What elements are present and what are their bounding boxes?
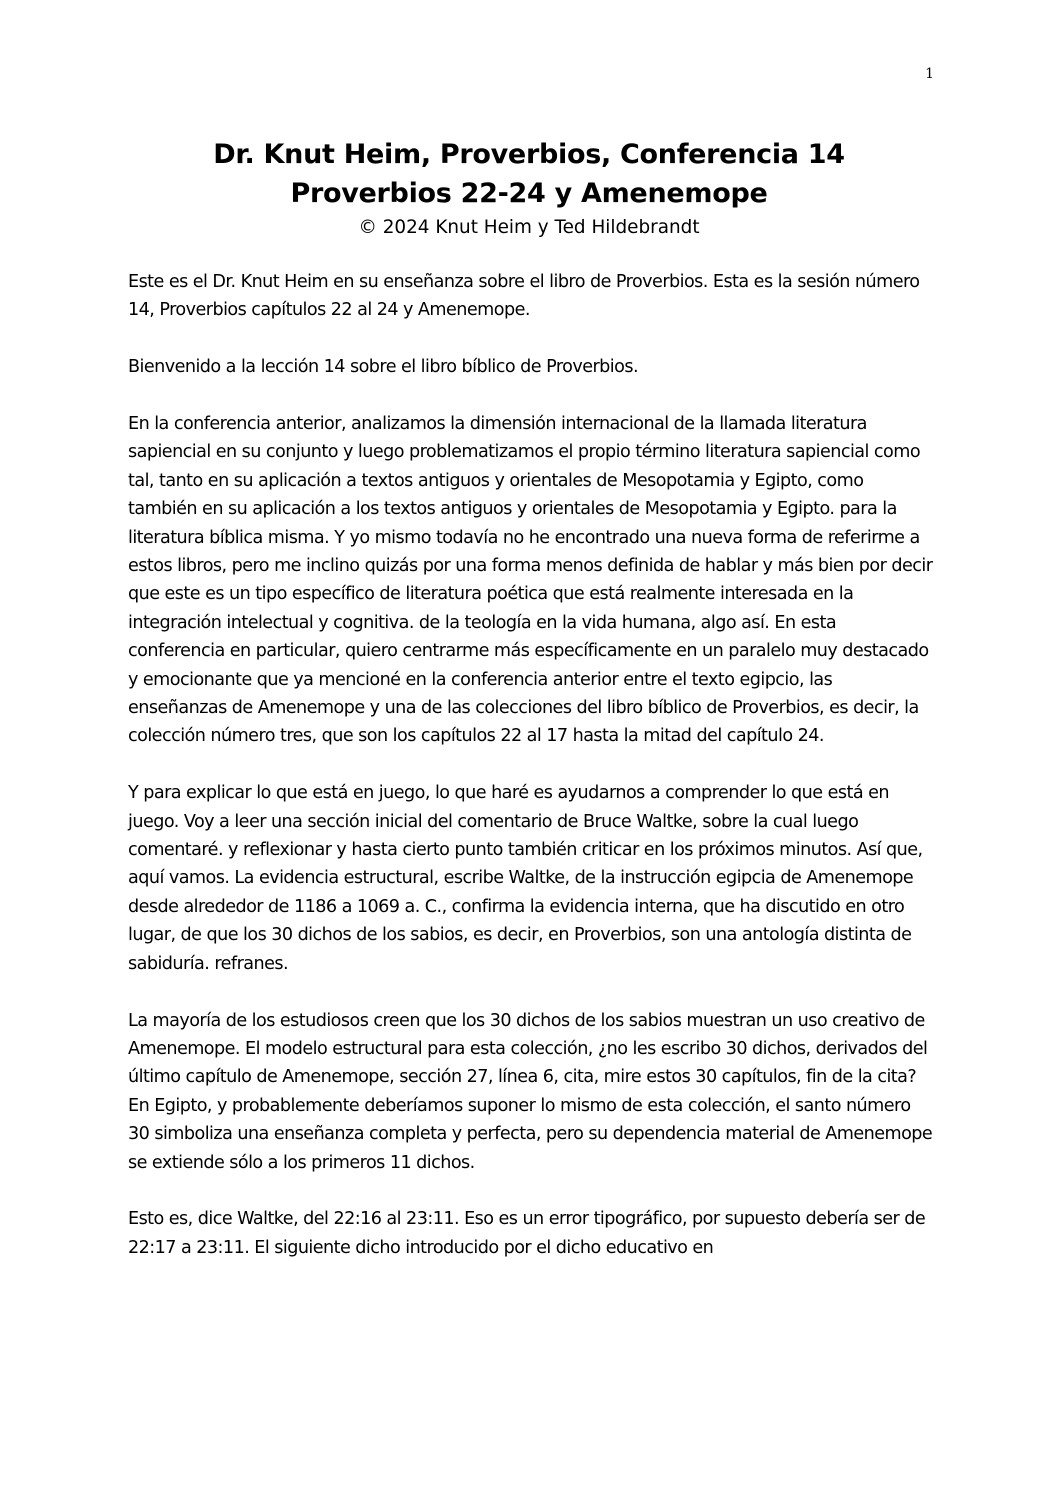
paragraph-waltke-reading: Y para explicar lo que está en juego, lo que haré es ayudarnos a comprender lo que está en juego. Voy a leer una sección inicial del comentario de Bruce Waltke, sobre la cual luego comentaré. y reflexionar y hasta cierto punto también criticar en los próximos minutos. Así que, aquí vamos. La evidencia estructural, escribe Waltke, de la instrucción egipcia de Amenemope desde alrededor de 1186 a 1069 a. C., confirma la evidencia interna, que ha discutido en otro lugar, de que los 30 dichos de los sabios, es decir, en Proverbios, son una antología distinta de sabiduría. refranes. <box>128 783 923 974</box>
document-header <box>0 135 1058 240</box>
document-title-line-1: Dr. Knut Heim, Proverbios, Conferencia 14 <box>213 139 845 170</box>
paragraph-previous-lecture: En la conferencia anterior, analizamos la dimensión internacional de la llamada literatura sapiencial en su conjunto y luego problematizamos el propio término literatura sapiencial como tal, tanto en su aplicación a textos antiguos y orientales de Mesopotamia y Egipto, como también en su aplicación a los textos antiguos y orientales de Mesopotamia y Egipto. para la literatura bíblica misma. Y yo mismo todavía no he encontrado una nueva forma de referirme a estos libros, pero me inclino quizás por una forma menos definida de hablar y más bien por decir que este es un tipo específico de literatura poética que está realmente interesada en la integración intelectual y cognitiva. de la teología en la vida humana, algo así. En esta conferencia en particular, quiero centrarme más específicamente en un paralelo muy destacado y emocionante que ya mencioné en la conferencia anterior entre el texto egipcio, las enseñanzas de Amenemope y una de las colecciones del libro bíblico de Proverbios, es decir, la colección número tres, que son los capítulos 22 al 17 hasta la mitad del capítulo 24. <box>128 414 933 747</box>
paragraph-welcome: Bienvenido a la lección 14 sobre el libro bíblico de Proverbios. <box>128 357 638 378</box>
paragraph-typo-note: Esto es, dice Waltke, del 22:16 al 23:11. Eso es un error tipográfico, por supuesto debería ser de 22:17 a 23:11. El siguiente dicho introducido por el dicho educativo en <box>128 1209 926 1258</box>
paragraph-intro: Este es el Dr. Knut Heim en su enseñanza sobre el libro de Proverbios. Esta es la sesión número 14, Proverbios capítulos 22 al 24 y Amenemope. <box>128 272 920 321</box>
paragraph-scholars: La mayoría de los estudiosos creen que los 30 dichos de los sabios muestran un uso creativo de Amenemope. El modelo estructural para esta colección, ¿no les escribo 30 dichos, derivados del último capítulo de Amenemope, sección 27, línea 6, cita, mire estos 30 capítulos, fin de la cita? En Egipto, y probablemente deberíamos suponer lo mismo de esta colección, el santo número 30 simboliza una enseñanza completa y perfecta, pero su dependencia material de Amenemope se extiende sólo a los primeros 11 dichos. <box>128 1010 933 1173</box>
page-number: 1 <box>925 66 934 82</box>
document-body <box>128 268 934 1291</box>
document-title-line-2: Proverbios 22-24 y Amenemope <box>290 178 768 209</box>
copyright-notice: © 2024 Knut Heim y Ted Hildebrandt <box>358 217 700 238</box>
